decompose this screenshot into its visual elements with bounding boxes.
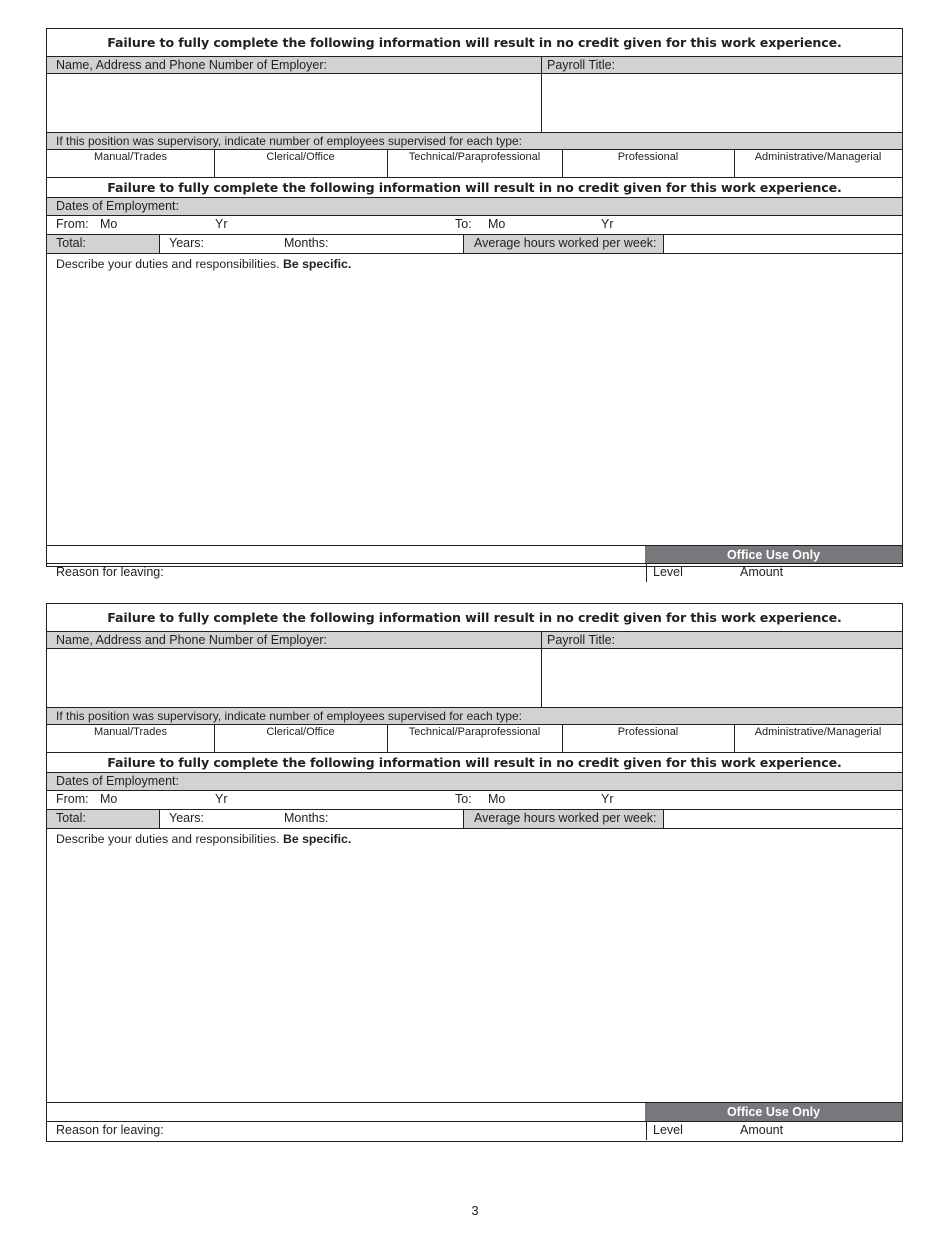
total-cell [47,810,159,828]
warning-banner [47,604,902,632]
type-label: Administrative/Managerial [754,726,882,738]
duties-label [56,831,351,848]
warning-text: Failure to fully complete the following information will result in no credit given for this work experience. [107,610,842,625]
from-yr-label: Yr [215,792,228,806]
duties-text: Describe your duties and responsibilities. [56,832,280,846]
warning-banner [47,753,902,773]
duties-emphasis: Be specific. [282,257,352,271]
type-technical[interactable] [387,150,562,177]
supervisory-label: If this position was supervisory, indicate number of employees supervised for each type: [56,134,523,148]
duties-emphasis: Be specific. [282,832,352,846]
type-manual-trades[interactable] [47,150,214,177]
reason-input[interactable] [47,564,646,582]
type-label: Manual/Trades [94,151,167,163]
employer-header-row [47,632,902,649]
supervisory-label: If this position was supervisory, indicate number of employees supervised for each type: [56,709,523,723]
total-row [47,235,902,254]
type-clerical-office[interactable] [214,725,387,752]
level-label: Level [653,1123,683,1137]
from-label: From: [56,792,89,806]
total-label: Total: [56,236,86,250]
office-use-label: Office Use Only [726,1105,821,1119]
duties-area[interactable] [47,829,902,1103]
level-label: Level [653,565,683,579]
avg-hours-label: Average hours worked per week: [474,811,657,825]
avg-hours-input[interactable] [664,810,902,828]
to-yr-label: Yr [601,217,614,231]
employer-label: Name, Address and Phone Number of Employer: [56,58,327,72]
from-label: From: [56,217,89,231]
warning-text: Failure to fully complete the following information will result in no credit given for this work experience. [107,755,842,770]
dates-label: Dates of Employment: [56,774,179,788]
from-to-row[interactable] [47,791,902,810]
supervisory-header-row [47,708,902,725]
type-label: Manual/Trades [94,726,167,738]
type-manual-trades[interactable] [47,725,214,752]
years-label: Years: [169,236,204,250]
reason-label: Reason for leaving: [56,1123,164,1137]
office-use-header [645,546,902,563]
reason-label: Reason for leaving: [56,565,164,579]
type-technical[interactable] [387,725,562,752]
to-mo-label: Mo [488,792,506,806]
payroll-title-label: Payroll Title: [547,633,616,647]
type-administrative[interactable] [734,150,902,177]
employee-types-row [47,150,902,178]
office-use-header [645,1103,902,1121]
avg-hours-label: Average hours worked per week: [474,236,657,250]
supervisory-header-row [47,133,902,150]
reason-row [47,564,902,582]
payroll-title-label: Payroll Title: [547,58,616,72]
duties-area[interactable] [47,254,902,546]
from-mo-label: Mo [100,217,118,231]
dates-header-row [47,198,902,216]
work-experience-block-2 [46,603,903,1142]
months-label: Months: [284,811,329,825]
dates-label: Dates of Employment: [56,199,179,213]
avg-hours-cell [464,235,663,253]
from-yr-label: Yr [215,217,228,231]
type-label: Professional [617,151,679,163]
duties-label [56,256,351,273]
type-label: Administrative/Managerial [754,151,882,163]
type-label: Clerical/Office [266,726,335,738]
reason-input[interactable] [47,1122,646,1140]
type-label: Professional [617,726,679,738]
reason-row [47,1122,902,1140]
employer-label: Name, Address and Phone Number of Employer: [56,633,327,647]
type-label: Technical/Paraprofessional [408,151,541,163]
total-label: Total: [56,811,86,825]
type-administrative[interactable] [734,725,902,752]
total-row [47,810,902,829]
from-to-row[interactable] [47,216,902,235]
years-label: Years: [169,811,204,825]
payroll-title-input[interactable] [542,649,902,707]
payroll-title-input[interactable] [542,74,902,132]
type-clerical-office[interactable] [214,150,387,177]
to-mo-label: Mo [488,217,506,231]
avg-hours-input[interactable] [664,235,902,253]
employee-types-row [47,725,902,753]
total-cell [47,235,159,253]
office-use-row [47,1103,902,1122]
warning-banner [47,178,902,198]
office-use-row [47,546,902,564]
type-label: Clerical/Office [266,151,335,163]
page-number: 3 [471,1203,479,1218]
warning-text: Failure to fully complete the following information will result in no credit given for this work experience. [107,180,842,195]
employer-input[interactable] [47,649,541,707]
amount-label: Amount [740,565,784,579]
from-mo-label: Mo [100,792,118,806]
to-label: To: [455,217,472,231]
type-professional[interactable] [562,150,734,177]
employer-input-row [47,74,902,133]
warning-banner [47,29,902,57]
employer-input-row [47,649,902,708]
office-use-label: Office Use Only [726,547,821,562]
avg-hours-cell [464,810,663,828]
work-experience-block-1 [46,28,903,579]
to-label: To: [455,792,472,806]
employer-input[interactable] [47,74,541,132]
amount-label: Amount [740,1123,784,1137]
type-label: Technical/Paraprofessional [408,726,541,738]
warning-text: Failure to fully complete the following information will result in no credit given for this work experience. [107,35,842,50]
duties-text: Describe your duties and responsibilities. [56,257,280,271]
employer-header-row [47,57,902,74]
months-label: Months: [284,236,329,250]
type-professional[interactable] [562,725,734,752]
to-yr-label: Yr [601,792,614,806]
dates-header-row [47,773,902,791]
